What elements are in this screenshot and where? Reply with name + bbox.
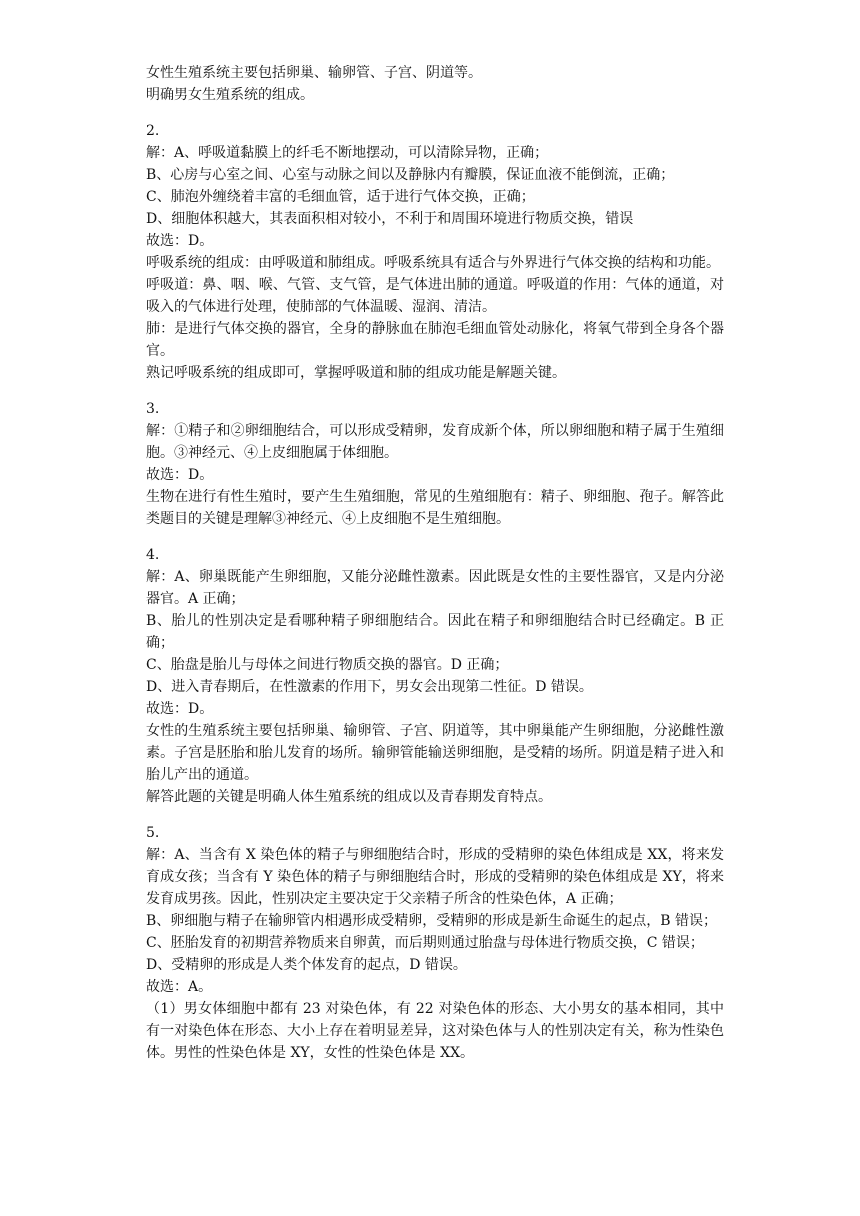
paragraph: 解：①精子和②卵细胞结合，可以形成受精卵，发育成新个体，所以卵细胞和精子属于生殖细胞。③神经元、④上皮细胞属于体细胞。 — [146, 423, 724, 461]
paragraph: （1）男女体细胞中都有 23 对染色体，有 22 对染色体的形态、大小男女的基本相同，其中有一对染色体在形态、大小上存在着明显差异，这对染色体与人的性别决定有关，称为性染色体。男性的性染色体是 XY，女性的性染色体是 XX。 — [146, 1001, 724, 1061]
section-4 — [146, 544, 724, 808]
paragraph: 明确男女生殖系统的组成。 — [146, 87, 314, 103]
paragraph: 熟记呼吸系统的组成即可，掌握呼吸道和肺的组成功能是解题关键。 — [146, 365, 566, 381]
paragraph: D、受精卵的形成是人类个体发育的起点，D 错误。 — [146, 957, 467, 973]
paragraph: 女性的生殖系统主要包括卵巢、输卵管、子宫、阴道等，其中卵巢能产生卵细胞，分泌雌性激素。子宫是胚胎和胎儿发育的场所。输卵管能输送卵细胞，是受精的场所。阴道是精子进入和胎儿产出的通道。 — [146, 723, 724, 783]
question-number: 4. — [146, 547, 160, 563]
section-1-continued — [146, 62, 724, 106]
paragraph: B、胎儿的性别决定是看哪种精子卵细胞结合。因此在精子和卵细胞结合时已经确定。B 正确； — [146, 613, 724, 651]
section-2 — [146, 120, 724, 384]
paragraph: C、胚胎发育的初期营养物质来自卵黄，而后期则通过胎盘与母体进行物质交换，C 错误； — [146, 935, 704, 951]
paragraph: D、细胞体积越大，其表面积相对较小，不利于和周围环境进行物质交换，错误 — [146, 211, 634, 227]
paragraph: C、肺泡外缠绕着丰富的毛细血管，适于进行气体交换，正确； — [146, 189, 535, 205]
paragraph: 呼吸系统的组成：由呼吸道和肺组成。呼吸系统具有适合与外界进行气体交换的结构和功能。 — [146, 255, 720, 271]
answer-document — [146, 62, 724, 1064]
paragraph: D、进入青春期后，在性激素的作用下，男女会出现第二性征。D 错误。 — [146, 679, 593, 695]
paragraph: 生物在进行有性生殖时，要产生生殖细胞，常见的生殖细胞有：精子、卵细胞、孢子。解答此类题目的关键是理解③神经元、④上皮细胞不是生殖细胞。 — [146, 489, 724, 527]
answer-choice: 故选：D。 — [146, 467, 214, 483]
paragraph: 解：A、卵巢既能产生卵细胞，又能分泌雌性激素。因此既是女性的主要性器官，又是内分泌器官。A 正确； — [146, 569, 724, 607]
answer-choice: 故选：D。 — [146, 233, 214, 249]
section-3 — [146, 398, 724, 530]
answer-choice: 故选：A。 — [146, 979, 213, 995]
paragraph: 解答此题的关键是明确人体生殖系统的组成以及青春期发育特点。 — [146, 789, 552, 805]
section-5 — [146, 822, 724, 1064]
paragraph: B、卵细胞与精子在输卵管内相遇形成受精卵，受精卵的形成是新生命诞生的起点，B 错误； — [146, 913, 718, 929]
answer-choice: 故选：D。 — [146, 701, 214, 717]
paragraph: C、胎盘是胎儿与母体之间进行物质交换的器官。D 正确； — [146, 657, 509, 673]
question-number: 5. — [146, 825, 160, 841]
paragraph: B、心房与心室之间、心室与动脉之间以及静脉内有瓣膜，保证血液不能倒流，正确； — [146, 167, 675, 183]
question-number: 2. — [146, 123, 160, 139]
paragraph: 解：A、呼吸道黏膜上的纤毛不断地摆动，可以清除异物，正确； — [146, 145, 549, 161]
question-number: 3. — [146, 401, 160, 417]
paragraph: 呼吸道：鼻、咽、喉、气管、支气管，是气体进出肺的通道。呼吸道的作用：气体的通道，对吸入的气体进行处理，使肺部的气体温暖、湿润、清洁。 — [146, 277, 724, 315]
paragraph: 女性生殖系统主要包括卵巢、输卵管、子宫、阴道等。 — [146, 65, 482, 81]
paragraph: 解：A、当含有 X 染色体的精子与卵细胞结合时，形成的受精卵的染色体组成是 XX，将来发育成女孩；当含有 Y 染色体的精子与卵细胞结合时，形成的受精卵的染色体组成是 XY，将来发育成男孩。因此，性别决定主要决定于父亲精子所含的性染色体，A 正确； — [146, 847, 724, 907]
paragraph: 肺：是进行气体交换的器官，全身的静脉血在肺泡毛细血管处动脉化，将氧气带到全身各个器官。 — [146, 321, 724, 359]
